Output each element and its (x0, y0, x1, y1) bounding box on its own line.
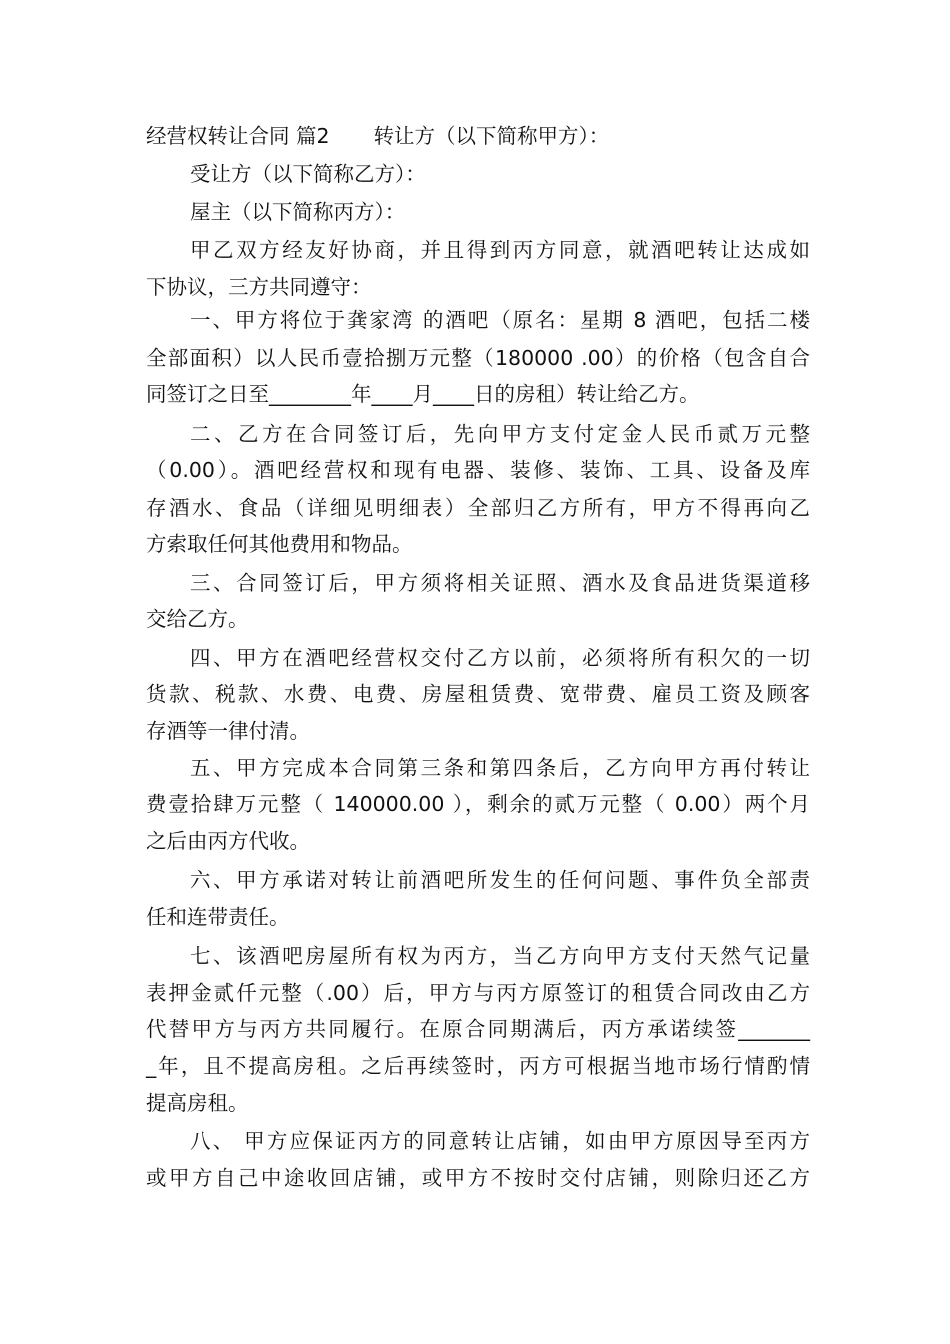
paragraph-line: 四、甲方在酒吧经营权交付乙方以前，必须将所有积欠的一切 (190, 646, 810, 670)
paragraph-line: 甲乙双方经友好协商，并且得到丙方同意，就酒吧转让达成如 (190, 238, 810, 262)
paragraph-line: 存酒水、食品（详细见明细表）全部归乙方所有，甲方不得再向乙 (146, 496, 810, 520)
paragraph-line: 二、乙方在合同签订后，先向甲方支付定金人民币贰万元整 (190, 422, 810, 446)
paragraph-line: 下协议，三方共同遵守： (146, 275, 372, 299)
heading-line (146, 122, 810, 150)
transferor-line: 转让方（以下简称甲方）： (373, 124, 610, 148)
paragraph-line: 存酒等一律付清。 (146, 719, 310, 743)
transferee-line: 受让方（以下简称乙方）： (190, 162, 426, 186)
paragraph-line: 代替甲方与丙方共同履行。在原合同期满后，丙方承诺续签_______ (146, 1017, 810, 1041)
paragraph-line: 费壹拾肆万元整（ 140000.00 ），剩余的贰万元整（ 0.00）两个月 (146, 792, 810, 816)
paragraph-line: 五、甲方完成本合同第三条和第四条后，乙方向甲方再付转让 (190, 756, 810, 780)
paragraph-line: 表押金贰仟元整（.00）后，甲方与丙方原签订的租赁合同改由乙方 (146, 981, 810, 1005)
paragraph-line: 同签订之日至________年____月____日的房租）转让给乙方。 (146, 382, 700, 406)
paragraph-line: 六、甲方承诺对转让前酒吧所发生的任何问题、事件负全部责 (190, 868, 810, 892)
owner-line: 屋主（以下简称丙方）： (190, 200, 406, 224)
paragraph-line: 任和连带责任。 (146, 905, 290, 929)
paragraph-line: 提高房租。 (146, 1091, 249, 1115)
paragraph-line: 七、该酒吧房屋所有权为丙方，当乙方向甲方支付天然气记量 (190, 944, 810, 968)
paragraph-line: 八、 甲方应保证丙方的同意转让店铺，如由甲方原因导至丙方 (190, 1129, 810, 1153)
paragraph-line: 三、合同签订后，甲方须将相关证照、酒水及食品进货渠道移 (190, 571, 810, 595)
paragraph-line: 交给乙方。 (146, 607, 249, 631)
paragraph-line: _年，且不提高房租。之后再续签时，丙方可根据当地市场行情酌情 (146, 1054, 810, 1078)
paragraph-line: 货款、税款、水费、电费、房屋租赁费、宽带费、雇员工资及顾客 (146, 682, 810, 706)
paragraph-line: 方索取任何其他费用和物品。 (146, 532, 413, 556)
paragraph-line: 之后由丙方代收。 (146, 829, 310, 853)
paragraph-line: （0.00）。酒吧经营权和现有电器、装修、装饰、工具、设备及库 (146, 458, 810, 482)
paragraph-line: 或甲方自己中途收回店铺，或甲方不按时交付店铺，则除归还乙方 (146, 1166, 810, 1190)
paragraph-line: 全部面积）以人民币壹拾捌万元整（180000 .00）的价格（包含自合 (146, 346, 810, 370)
document-title: 经营权转让合同 篇2 (146, 124, 330, 148)
paragraph-line: 一、甲方将位于龚家湾 的酒吧（原名：星期 8 酒吧，包括二楼 (190, 308, 810, 332)
